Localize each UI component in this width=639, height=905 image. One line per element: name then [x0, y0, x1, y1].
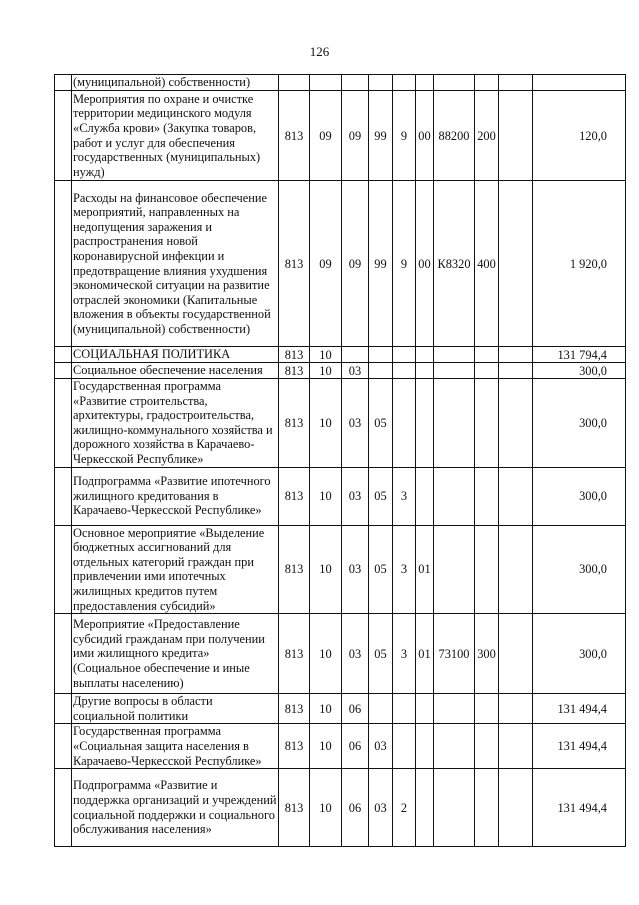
row-code-expense-type: 300 [475, 614, 499, 694]
row-blank-cell [55, 694, 72, 724]
row-code-subprogram [393, 363, 416, 379]
row-code-subprogram: 9 [393, 181, 416, 347]
row-amount: 300,0 [533, 467, 626, 525]
row-code-direction [434, 694, 475, 724]
row-code-ministry: 813 [279, 724, 310, 769]
row-name: Другие вопросы в области социальной политики [72, 694, 279, 724]
row-code-program [369, 347, 393, 363]
table-row [55, 724, 626, 769]
row-code-direction [434, 525, 475, 614]
row-code-program: 05 [369, 379, 393, 468]
row-amount: 300,0 [533, 525, 626, 614]
row-code-program: 99 [369, 181, 393, 347]
row-code-subprogram: 2 [393, 769, 416, 847]
row-name: Социальное обеспечение населения [72, 363, 279, 379]
row-name: СОЦИАЛЬНАЯ ПОЛИТИКА [72, 347, 279, 363]
row-code-ministry: 813 [279, 181, 310, 347]
row-name: Мероприятия по охране и очистке территории медицинского модуля «Служба крови» (Закупка товаров, работ и услуг для обеспечения государственных (муниципальных) нужд) [72, 91, 279, 181]
row-code-program: 05 [369, 525, 393, 614]
row-blank-cell [499, 614, 533, 694]
table-row [55, 525, 626, 614]
row-code-direction [434, 75, 475, 91]
row-code-ministry: 813 [279, 525, 310, 614]
row-code-expense-type: 400 [475, 181, 499, 347]
row-amount [533, 75, 626, 91]
row-blank-cell [55, 769, 72, 847]
row-code-expense-type [475, 694, 499, 724]
table-row [55, 181, 626, 347]
row-name: Подпрограмма «Развитие и поддержка организаций и учреждений социальной поддержки и социального обслуживания населения» [72, 769, 279, 847]
row-blank-cell [55, 614, 72, 694]
row-code-event [416, 769, 434, 847]
row-code-expense-type [475, 724, 499, 769]
row-code-subsection: 03 [342, 614, 369, 694]
row-name: (муниципальной) собственности) [72, 75, 279, 91]
row-code-section: 09 [310, 91, 342, 181]
row-code-direction [434, 724, 475, 769]
row-code-expense-type [475, 363, 499, 379]
row-code-direction: К8320 [434, 181, 475, 347]
row-code-direction: 73100 [434, 614, 475, 694]
row-code-ministry: 813 [279, 379, 310, 468]
row-code-expense-type [475, 75, 499, 91]
row-name: Государственная программа «Социальная защита населения в Карачаево-Черкесской Республике» [72, 724, 279, 769]
table-row [55, 379, 626, 468]
row-code-section: 10 [310, 614, 342, 694]
table-body [55, 75, 626, 847]
row-blank-cell [499, 347, 533, 363]
row-code-section: 10 [310, 769, 342, 847]
row-blank-cell [499, 525, 533, 614]
row-amount: 131 794,4 [533, 347, 626, 363]
row-code-program: 05 [369, 467, 393, 525]
row-blank-cell [55, 181, 72, 347]
row-blank-cell [499, 724, 533, 769]
row-code-subsection: 06 [342, 694, 369, 724]
budget-table [54, 74, 626, 847]
row-code-program [369, 694, 393, 724]
row-code-section: 10 [310, 467, 342, 525]
row-code-section: 10 [310, 724, 342, 769]
table-row [55, 75, 626, 91]
row-code-subprogram [393, 347, 416, 363]
row-code-section [310, 75, 342, 91]
row-amount: 300,0 [533, 363, 626, 379]
row-code-section: 10 [310, 363, 342, 379]
row-code-program: 05 [369, 614, 393, 694]
row-code-subsection: 09 [342, 181, 369, 347]
page-number: 126 [309, 44, 330, 59]
row-amount: 300,0 [533, 379, 626, 468]
row-code-expense-type: 200 [475, 91, 499, 181]
row-code-expense-type [475, 379, 499, 468]
row-code-event [416, 694, 434, 724]
row-code-section: 10 [310, 379, 342, 468]
row-code-ministry: 813 [279, 467, 310, 525]
row-code-subsection: 03 [342, 525, 369, 614]
row-code-subsection: 03 [342, 379, 369, 468]
row-code-event [416, 467, 434, 525]
table-row [55, 694, 626, 724]
row-blank-cell [55, 467, 72, 525]
row-blank-cell [499, 379, 533, 468]
table-row [55, 769, 626, 847]
table-row [55, 91, 626, 181]
row-code-expense-type [475, 347, 499, 363]
row-code-subsection: 06 [342, 769, 369, 847]
row-code-section: 10 [310, 347, 342, 363]
row-blank-cell [499, 769, 533, 847]
row-code-event [416, 724, 434, 769]
row-blank-cell [55, 379, 72, 468]
row-code-ministry: 813 [279, 614, 310, 694]
row-code-event: 00 [416, 91, 434, 181]
row-amount: 1 920,0 [533, 181, 626, 347]
row-code-program: 03 [369, 769, 393, 847]
row-amount: 120,0 [533, 91, 626, 181]
row-name: Государственная программа «Развитие строительства, архитектуры, градостроительства, жилищно-коммунального хозяйства и дорожного хозяйства в Карачаево-Черкесской Республике» [72, 379, 279, 468]
row-blank-cell [499, 181, 533, 347]
row-code-program [369, 363, 393, 379]
row-code-direction [434, 347, 475, 363]
row-code-ministry: 813 [279, 769, 310, 847]
row-code-program: 03 [369, 724, 393, 769]
row-code-subprogram: 3 [393, 525, 416, 614]
table-row [55, 614, 626, 694]
row-code-event [416, 347, 434, 363]
row-code-ministry: 813 [279, 91, 310, 181]
row-code-subsection: 03 [342, 467, 369, 525]
row-amount: 300,0 [533, 614, 626, 694]
row-name: Расходы на финансовое обеспечение мероприятий, направленных на недопущения заражения и распространения новой коронавирусной инфекции и предотвращение влияния ухудшения экономической ситуации на развитие отраслей экономики (Капитальные вложения в объекты государственной (муниципальной) собственности) [72, 181, 279, 347]
row-blank-cell [499, 363, 533, 379]
row-code-subsection: 03 [342, 363, 369, 379]
row-blank-cell [55, 363, 72, 379]
row-code-program [369, 75, 393, 91]
table-row [55, 467, 626, 525]
row-code-event: 00 [416, 181, 434, 347]
row-blank-cell [499, 467, 533, 525]
row-blank-cell [499, 75, 533, 91]
row-blank-cell [499, 694, 533, 724]
row-code-ministry: 813 [279, 694, 310, 724]
row-code-subprogram: 3 [393, 467, 416, 525]
row-code-expense-type [475, 525, 499, 614]
row-code-ministry: 813 [279, 347, 310, 363]
row-code-direction [434, 379, 475, 468]
table-row [55, 363, 626, 379]
row-code-program: 99 [369, 91, 393, 181]
row-code-expense-type [475, 467, 499, 525]
row-code-subprogram [393, 724, 416, 769]
row-code-subsection: 06 [342, 724, 369, 769]
row-name: Основное мероприятие «Выделение бюджетных ассигнований для отдельных категорий граждан при привлечении ими ипотечных жилищных кредитов путем предоставления субсидий» [72, 525, 279, 614]
row-name: Мероприятие «Предоставление субсидий гражданам при получении ими жилищного кредита» (Социальное обеспечение и иные выплаты населению) [72, 614, 279, 694]
row-code-direction [434, 363, 475, 379]
row-amount: 131 494,4 [533, 724, 626, 769]
row-code-section: 10 [310, 525, 342, 614]
row-code-subsection [342, 75, 369, 91]
row-code-subprogram: 9 [393, 91, 416, 181]
row-code-subsection [342, 347, 369, 363]
row-code-ministry [279, 75, 310, 91]
row-blank-cell [55, 724, 72, 769]
row-code-subprogram [393, 379, 416, 468]
row-code-section: 09 [310, 181, 342, 347]
row-blank-cell [55, 525, 72, 614]
row-code-event [416, 363, 434, 379]
row-amount: 131 494,4 [533, 769, 626, 847]
row-code-direction [434, 467, 475, 525]
row-code-event [416, 75, 434, 91]
row-code-expense-type [475, 769, 499, 847]
row-name: Подпрограмма «Развитие ипотечного жилищного кредитования в Карачаево-Черкесской Республике» [72, 467, 279, 525]
row-code-event: 01 [416, 614, 434, 694]
row-code-section: 10 [310, 694, 342, 724]
row-code-event [416, 379, 434, 468]
row-code-subprogram [393, 75, 416, 91]
row-code-direction: 88200 [434, 91, 475, 181]
row-blank-cell [55, 91, 72, 181]
row-code-direction [434, 769, 475, 847]
row-code-ministry: 813 [279, 363, 310, 379]
row-code-event: 01 [416, 525, 434, 614]
row-code-subsection: 09 [342, 91, 369, 181]
row-blank-cell [55, 347, 72, 363]
row-blank-cell [499, 91, 533, 181]
table-row [55, 347, 626, 363]
row-blank-cell [55, 75, 72, 91]
row-code-subprogram: 3 [393, 614, 416, 694]
row-amount: 131 494,4 [533, 694, 626, 724]
row-code-subprogram [393, 694, 416, 724]
